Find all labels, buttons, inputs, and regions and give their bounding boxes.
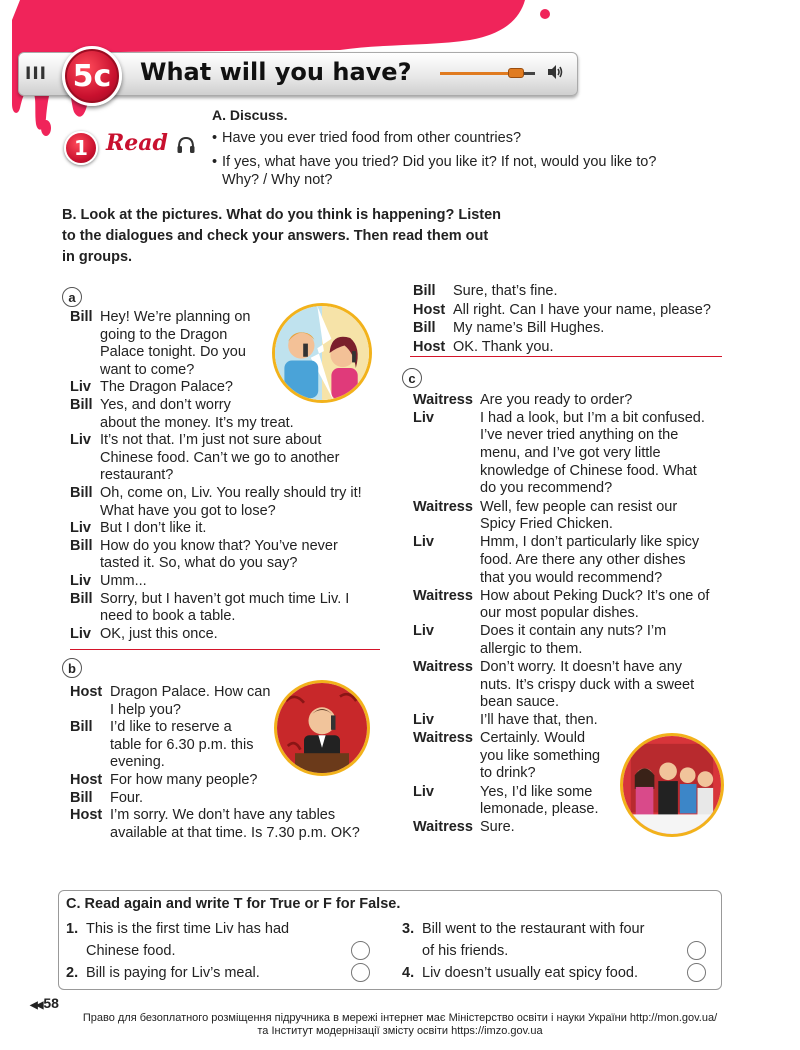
- line-text: How about Peking Duck? It’s one of our most popular dishes.: [480, 587, 710, 622]
- line-text: OK. Thank you.: [453, 338, 554, 355]
- answer-circle-4[interactable]: [687, 963, 706, 982]
- audio-progress-fill: [440, 72, 516, 75]
- line-text: For how many people?: [110, 772, 258, 788]
- speaker-name: Bill: [70, 485, 93, 501]
- line-text: Four.: [110, 789, 144, 806]
- line-text: OK, just this once.: [100, 625, 218, 642]
- line-text: I’ll have that, then.: [480, 712, 598, 729]
- speaker-name: Bill: [413, 283, 436, 299]
- audio-progress-knob[interactable]: [508, 68, 524, 78]
- line-text: My name’s Bill Hughes.: [453, 320, 605, 336]
- speaker-name: Waitress: [413, 819, 473, 836]
- line-text: Sure.: [480, 819, 515, 836]
- speaker-name: Liv: [413, 783, 434, 800]
- line-text: Sure, that’s fine.: [453, 283, 558, 299]
- speaker-name: Host: [413, 338, 446, 355]
- speaker-icon[interactable]: [546, 63, 564, 81]
- line-text: Yes, I’d like some lemonade, please.: [480, 783, 599, 818]
- speaker-name: Liv: [70, 379, 91, 396]
- question-text: This is the first time Liv has had Chinese food.: [86, 921, 290, 959]
- speaker-name: Host: [413, 301, 446, 318]
- line-text: Don’t worry. It doesn’t have any nuts. It’s crispy duck with a sweet bean sauce.: [480, 659, 695, 711]
- line-text: Sorry, but I haven’t got much time Liv. I need to book a table.: [100, 590, 350, 625]
- discussion-bullet: [212, 129, 692, 147]
- speaker-name: Host: [70, 807, 103, 824]
- back-arrows-icon: ◀◀: [30, 1000, 42, 1011]
- speaker-name: Waitress: [413, 730, 473, 747]
- question-number: 3.: [402, 921, 415, 937]
- speaker-name: Liv: [70, 432, 91, 449]
- line-text: I had a look, but I’m a bit confused. I’ve never tried anything on the menu, and I’ve got very little knowledge of Chinese food. What do you recommend?: [480, 409, 705, 497]
- page-number-value: 58: [43, 995, 59, 1011]
- bullet-text: • If yes, what have you tried? Did you like it? If not, would you like to? Why? / Why not?: [222, 154, 657, 188]
- section-a-title: A. Discuss.: [212, 107, 288, 123]
- discussion-bullet: [212, 153, 692, 189]
- question-text: Liv doesn’t usually eat spicy food.: [422, 965, 639, 981]
- speaker-name: Bill: [70, 719, 93, 736]
- speaker-name: Bill: [413, 320, 436, 336]
- restaurant-host-illustration: [274, 680, 370, 776]
- dialogue-b-end-rule: [410, 356, 722, 357]
- speaker-name: Waitress: [413, 498, 473, 515]
- speaker-name: Liv: [413, 409, 434, 426]
- line-text: Dragon Palace. How can I help you?: [110, 684, 271, 718]
- line-text: Yes, and don’t worry about the money. It’s my treat.: [100, 397, 294, 431]
- line-text: How do you know that? You’ve never tasted it. So, what do you say?: [100, 537, 338, 572]
- question-number: 4.: [402, 965, 415, 981]
- unit-badge: 5c: [62, 46, 122, 106]
- line-text: But I don’t like it.: [100, 520, 207, 537]
- answer-circle-1[interactable]: [351, 941, 370, 960]
- question-text: Bill went to the restaurant with four of his friends.: [422, 921, 645, 959]
- line-text: Hmm, I don’t particularly like spicy food. Are there any other dishes that you would recommend?: [480, 534, 700, 586]
- speaker-name: Bill: [70, 789, 93, 806]
- line-text: I’m sorry. We don’t have any tables available at that time. Is 7.30 p.m. OK?: [110, 807, 360, 841]
- line-text: Certainly. Would you like something to drink?: [480, 730, 601, 782]
- speaker-name: Host: [70, 684, 103, 700]
- question-text: Bill is paying for Liv’s meal.: [86, 965, 260, 981]
- footer-line-1: Право для безоплатного розміщення підручника в мережі інтернет має Міністерство освіти і науки України http://mon.gov.ua/: [82, 1012, 718, 1024]
- speaker-name: Liv: [413, 623, 434, 640]
- line-text: Oh, come on, Liv. You really should try it! What have you got to lose?: [100, 485, 362, 519]
- line-text: Well, few people can resist our Spicy Fried Chicken.: [480, 498, 678, 533]
- bullet-text: • Have you ever tried food from other countries?: [222, 130, 522, 146]
- speaker-name: Waitress: [413, 392, 473, 408]
- line-text: I’d like to reserve a table for 6.30 p.m. this evening.: [110, 719, 254, 771]
- speaker-name: Bill: [70, 590, 93, 607]
- speaker-name: Host: [70, 772, 103, 788]
- restaurant-table-illustration: [620, 733, 724, 837]
- speaker-name: Liv: [70, 573, 91, 589]
- speaker-name: Waitress: [413, 587, 473, 604]
- line-text: Are you ready to order?: [480, 392, 633, 408]
- section-b-instruction: B. Look at the pictures. What do you think is happening? Listen to the dialogues and check your answers. Then read them out in groups.: [62, 207, 502, 265]
- speaker-name: Bill: [70, 537, 93, 554]
- speaker-name: Liv: [70, 520, 91, 537]
- dialogue-a-label: a: [62, 287, 82, 307]
- line-text: Hey! We’re planning on going to the Dragon Palace tonight. Do you want to come?: [100, 309, 251, 378]
- page-number: [30, 995, 59, 1011]
- header-marks: III: [25, 64, 47, 84]
- speaker-name: Bill: [70, 309, 93, 325]
- answer-circle-2[interactable]: [351, 963, 370, 982]
- speaker-name: Liv: [413, 712, 434, 729]
- section-c-title: C. Read again and write T for True or F for False.: [66, 896, 401, 912]
- question-number: 1.: [66, 921, 79, 937]
- line-text: The Dragon Palace?: [100, 379, 233, 396]
- read-heading: Read: [106, 130, 168, 156]
- speaker-name: Liv: [70, 625, 91, 642]
- speaker-name: Bill: [70, 397, 93, 413]
- question-number: 2.: [66, 965, 79, 981]
- line-text: All right. Can I have your name, please?: [453, 301, 711, 318]
- answer-circle-3[interactable]: [687, 941, 706, 960]
- speaker-name: Waitress: [413, 659, 473, 675]
- line-text: Umm...: [100, 573, 147, 589]
- dialogue-c-label: c: [402, 368, 422, 388]
- phone-call-illustration: [272, 303, 372, 403]
- footer-line-2: та Інститут модернізації змісту освіти https://imzo.gov.ua: [257, 1025, 543, 1037]
- line-text: It’s not that. I’m just not sure about Chinese food. Can’t we go to another restaurant?: [100, 432, 340, 484]
- headphones-icon[interactable]: [176, 135, 196, 155]
- read-number-badge: 1: [64, 131, 98, 165]
- speaker-name: Liv: [413, 534, 434, 551]
- footer-notice: [0, 1012, 800, 1038]
- audio-progress-bar[interactable]: [440, 72, 535, 75]
- dialogue-b-label: b: [62, 658, 82, 678]
- line-text: Does it contain any nuts? I’m allergic to them.: [480, 623, 667, 657]
- dialogue-a-end-rule: [70, 649, 380, 650]
- unit-title: What will you have?: [140, 58, 412, 86]
